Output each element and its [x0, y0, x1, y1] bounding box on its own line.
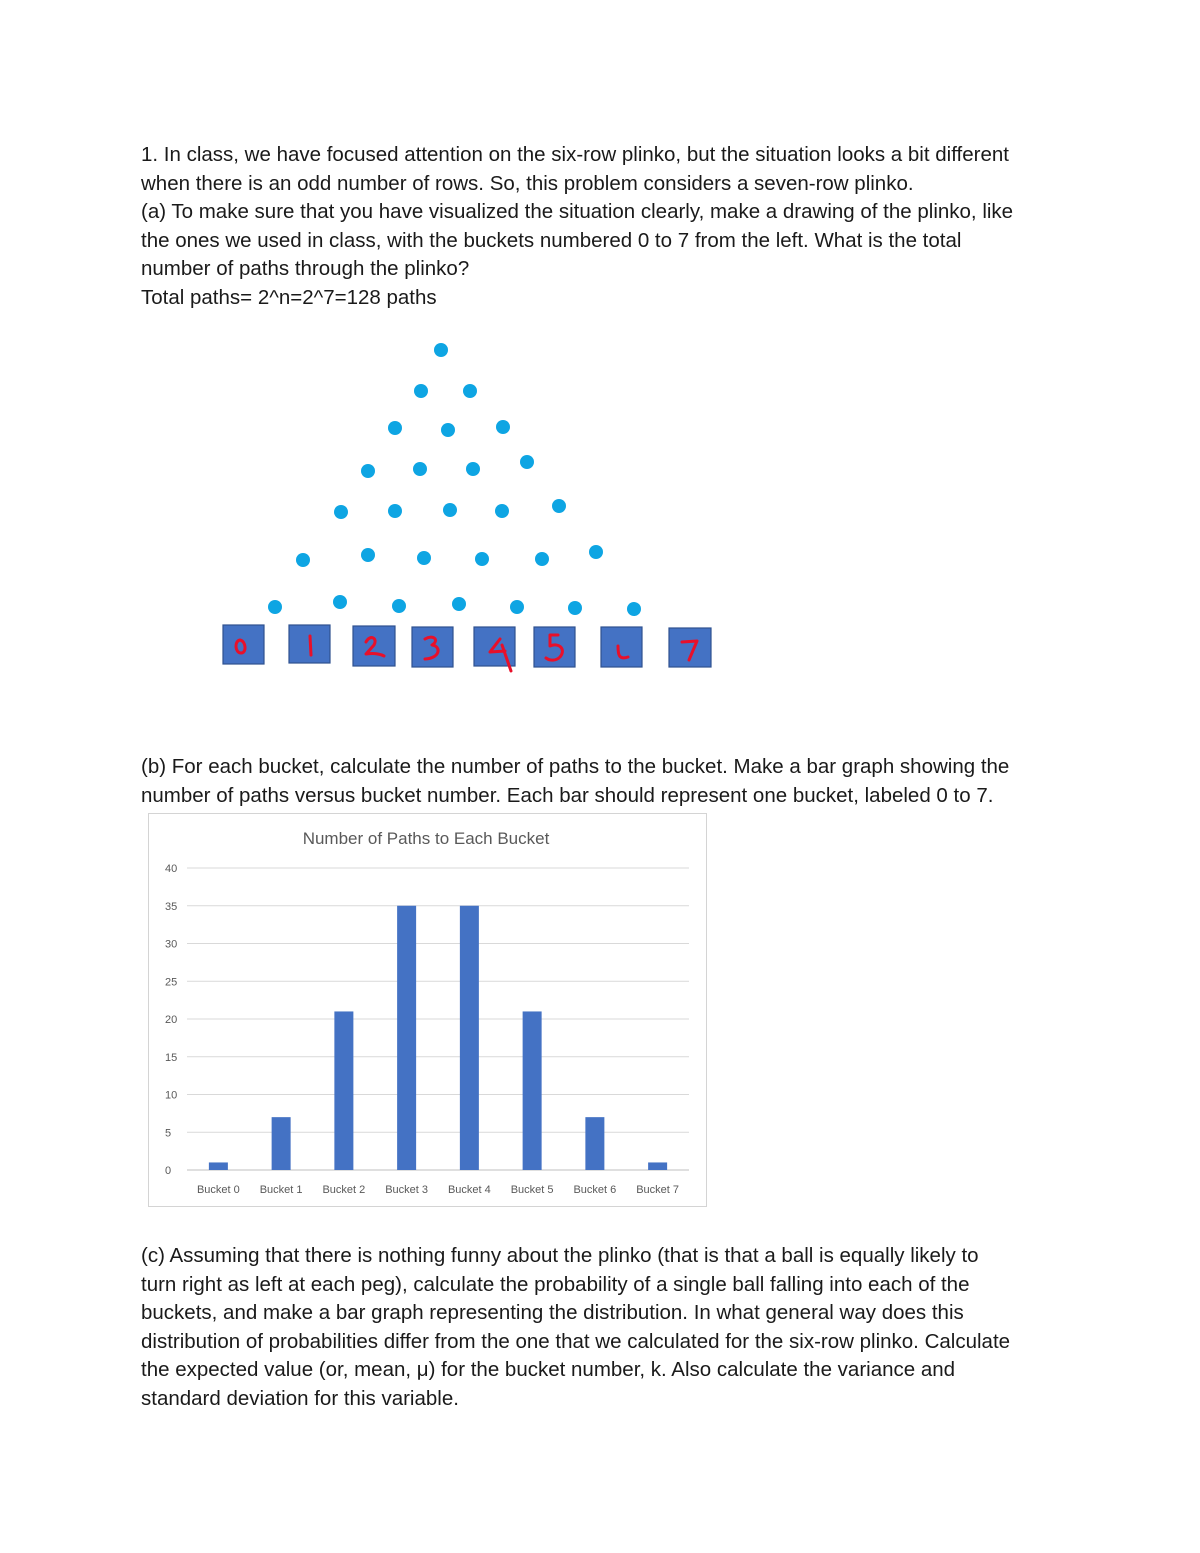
question-part-c-text [141, 1242, 1071, 1414]
question-part-a-text [141, 141, 1071, 313]
plinko-peg [361, 464, 375, 478]
plinko-peg [589, 545, 603, 559]
x-tick-label: Bucket 7 [636, 1184, 680, 1196]
plinko-peg [392, 599, 406, 613]
plinko-peg [452, 597, 466, 611]
text-line: when there is an odd number of rows. So, this problem considers a seven-row plinko. [141, 171, 914, 195]
bucket-6 [601, 627, 642, 667]
bar-6 [585, 1117, 604, 1170]
bar-4 [460, 906, 479, 1170]
plinko-peg [495, 504, 509, 518]
plinko-peg [441, 423, 455, 437]
plinko-drawing [200, 330, 740, 680]
bar-2 [334, 1011, 353, 1170]
x-tick-label: Bucket 1 [259, 1184, 303, 1196]
text-line: buckets, and make a bar graph representing the distribution. In what general way does this [141, 1301, 964, 1325]
total-paths-answer: Total paths= 2^n=2^7=128 paths [141, 285, 437, 309]
plinko-peg [434, 343, 448, 357]
bar-3 [397, 906, 416, 1170]
x-tick-label: Bucket 0 [196, 1184, 240, 1196]
bucket-0 [223, 625, 264, 664]
y-tick-label: 25 [165, 976, 178, 989]
plinko-peg [520, 455, 534, 469]
bar-5 [523, 1011, 542, 1170]
plinko-peg [510, 600, 524, 614]
bar-7 [648, 1162, 667, 1170]
bar-0 [209, 1162, 228, 1170]
plinko-peg [361, 548, 375, 562]
text-line: (c) Assuming that there is nothing funny about the plinko (that is that a ball is equally likely to [141, 1244, 979, 1267]
text-line: standard deviation for this variable. [141, 1386, 459, 1410]
bucket-3 [412, 627, 453, 667]
bucket-4 [474, 627, 515, 671]
plinko-peg [268, 600, 282, 614]
bar-chart-svg [149, 814, 706, 1206]
bucket-label-handwritten [310, 636, 311, 655]
y-tick-label: 10 [165, 1089, 178, 1102]
question-part-b-text [141, 753, 1071, 810]
plinko-peg [463, 384, 477, 398]
plinko-peg [296, 553, 310, 567]
y-tick-label: 40 [165, 863, 178, 875]
text-line: the ones we used in class, with the buckets numbered 0 to 7 from the left. What is the total [141, 228, 962, 252]
plinko-peg [417, 551, 431, 565]
bar-chart [148, 813, 707, 1207]
plinko-peg [413, 462, 427, 476]
y-tick-label: 35 [165, 900, 178, 913]
bucket-7 [669, 628, 711, 667]
bar-1 [272, 1117, 291, 1170]
y-tick-label: 30 [165, 938, 178, 951]
plinko-peg [496, 420, 510, 434]
x-tick-label: Bucket 3 [385, 1184, 429, 1196]
bucket-5 [534, 627, 575, 667]
bucket-box [669, 628, 711, 667]
plinko-peg [334, 505, 348, 519]
x-tick-label: Bucket 4 [447, 1184, 491, 1196]
plinko-peg [475, 552, 489, 566]
bucket-2 [353, 626, 395, 666]
bucket-box [412, 627, 453, 667]
text-line: number of paths versus bucket number. Each bar should represent one bucket, labeled 0 to 7. [141, 783, 994, 807]
y-tick-label: 15 [165, 1051, 178, 1064]
plinko-peg [535, 552, 549, 566]
chart-title: Number of Paths to Each Bucket [302, 829, 550, 848]
text-line: (b) For each bucket, calculate the number of paths to the bucket. Make a bar graph showing the [141, 755, 1010, 778]
plinko-peg [414, 384, 428, 398]
plinko-peg [333, 595, 347, 609]
plinko-peg [443, 503, 457, 517]
plinko-peg [627, 602, 641, 616]
x-tick-label: Bucket 6 [573, 1184, 617, 1196]
y-tick-label: 5 [165, 1127, 172, 1140]
text-line: turn right as left at each peg), calculate the probability of a single ball falling into each of the [141, 1272, 970, 1296]
plinko-peg [466, 462, 480, 476]
plinko-peg [568, 601, 582, 615]
text-line: 1. In class, we have focused attention on the six-row plinko, but the situation looks a bit different [141, 143, 1009, 166]
x-tick-label: Bucket 5 [510, 1184, 554, 1196]
text-line: distribution of probabilities differ from the one that we calculated for the six-row plinko. Calculate [141, 1329, 1011, 1353]
plinko-peg [552, 499, 566, 513]
bucket-box [601, 627, 642, 667]
y-tick-label: 20 [165, 1014, 178, 1026]
text-line: number of paths through the plinko? [141, 257, 470, 281]
plinko-peg [388, 504, 402, 518]
y-tick-label: 0 [165, 1165, 172, 1177]
bucket-1 [289, 625, 330, 663]
plinko-peg [388, 421, 402, 435]
x-tick-label: Bucket 2 [322, 1184, 366, 1196]
text-line: the expected value (or, mean, μ) for the bucket number, k. Also calculate the variance and [141, 1358, 956, 1382]
text-line: (a) To make sure that you have visualized the situation clearly, make a drawing of the plinko, like [141, 200, 1014, 224]
